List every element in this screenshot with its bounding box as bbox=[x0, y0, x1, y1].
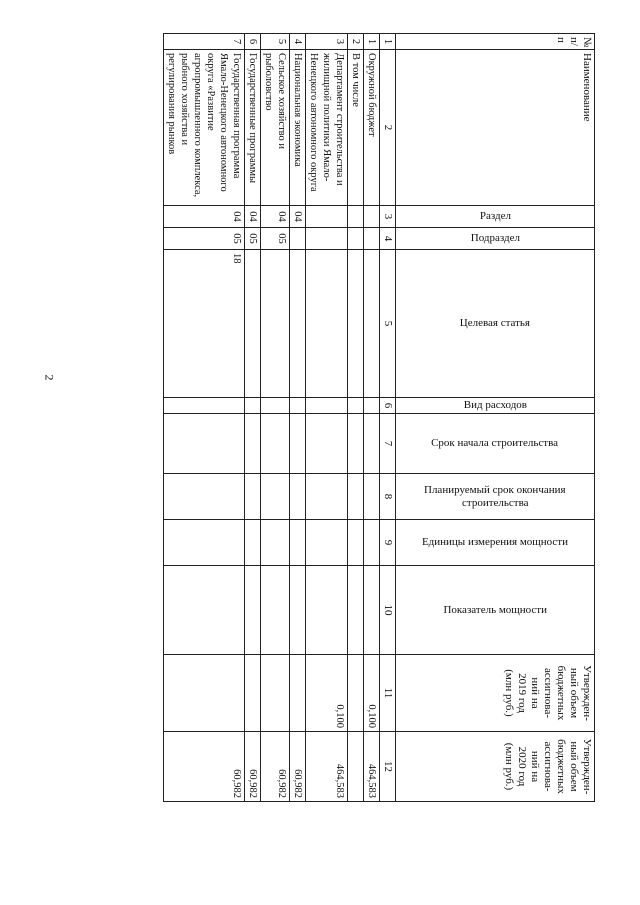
header-construction-start: Срок начала строительства bbox=[396, 414, 595, 474]
header-num: № п/п bbox=[396, 34, 595, 50]
header-subsection: Подраздел bbox=[396, 228, 595, 250]
column-number: 1 bbox=[380, 34, 396, 50]
row-expense-type bbox=[290, 398, 306, 414]
column-number: 7 bbox=[380, 414, 396, 474]
header-construction-end: Планируемый срок окончания строительства bbox=[396, 474, 595, 520]
row-volume-2019 bbox=[245, 655, 261, 732]
column-number: 9 bbox=[380, 520, 396, 566]
table-row bbox=[164, 34, 245, 802]
row-volume-2019 bbox=[348, 655, 364, 732]
row-subsection: 05 bbox=[245, 228, 261, 250]
row-subsection: 05 bbox=[164, 228, 245, 250]
row-start bbox=[245, 414, 261, 474]
row-section bbox=[348, 206, 364, 228]
header-volume-2020: Утвержден- ный объем бюджетных ассигнова- ний на 2020 год (млн руб.) bbox=[396, 732, 595, 802]
header-name: Наименование bbox=[396, 50, 595, 206]
row-num: 5 bbox=[261, 34, 290, 50]
row-end bbox=[306, 474, 348, 520]
row-section bbox=[364, 206, 380, 228]
row-num: 3 bbox=[306, 34, 348, 50]
row-unit bbox=[306, 520, 348, 566]
row-volume-2019: 0,100 bbox=[364, 655, 380, 732]
row-num: 6 bbox=[245, 34, 261, 50]
row-article bbox=[306, 250, 348, 398]
row-article: 18 bbox=[164, 250, 245, 398]
budget-table-wrapper bbox=[95, 33, 595, 798]
row-volume-2020: 60,982 bbox=[164, 732, 245, 802]
row-capacity bbox=[164, 566, 245, 655]
row-volume-2019 bbox=[261, 655, 290, 732]
row-end bbox=[290, 474, 306, 520]
row-article bbox=[290, 250, 306, 398]
row-section: 04 bbox=[245, 206, 261, 228]
row-unit bbox=[261, 520, 290, 566]
row-name: Государственная программа Ямало-Ненецкого автономного округа «Развитие агропромышленного комплекса, рыбного хозяйства и регулирования рынков bbox=[164, 50, 245, 206]
row-expense-type bbox=[164, 398, 245, 414]
row-end bbox=[245, 474, 261, 520]
row-section: 04 bbox=[261, 206, 290, 228]
column-number: 12 bbox=[380, 732, 396, 802]
header-capacity-unit: Единицы измерения мощности bbox=[396, 520, 595, 566]
row-num: 1 bbox=[364, 34, 380, 50]
row-unit bbox=[164, 520, 245, 566]
column-number: 3 bbox=[380, 206, 396, 228]
table-row bbox=[348, 34, 364, 802]
row-volume-2019 bbox=[290, 655, 306, 732]
row-subsection bbox=[348, 228, 364, 250]
row-end bbox=[164, 474, 245, 520]
column-number: 10 bbox=[380, 566, 396, 655]
row-num: 2 bbox=[348, 34, 364, 50]
row-article bbox=[245, 250, 261, 398]
row-volume-2020: 464,583 bbox=[306, 732, 348, 802]
row-end bbox=[261, 474, 290, 520]
row-name: В том числе bbox=[348, 50, 364, 206]
row-capacity bbox=[306, 566, 348, 655]
header-expense-type: Вид расходов bbox=[396, 398, 595, 414]
row-expense-type bbox=[364, 398, 380, 414]
row-capacity bbox=[290, 566, 306, 655]
row-end bbox=[348, 474, 364, 520]
row-article bbox=[348, 250, 364, 398]
table-row bbox=[245, 34, 261, 802]
row-name: Государственные программы bbox=[245, 50, 261, 206]
row-name: Департамент строительства и жилищной политики Ямало-Ненецкого автономного округа bbox=[306, 50, 348, 206]
row-article bbox=[364, 250, 380, 398]
row-name: Окружной бюджет bbox=[364, 50, 380, 206]
row-volume-2019: 0,100 bbox=[306, 655, 348, 732]
table-row bbox=[290, 34, 306, 802]
table-row bbox=[306, 34, 348, 802]
page-number: 2 bbox=[42, 374, 57, 381]
row-subsection bbox=[290, 228, 306, 250]
row-unit bbox=[364, 520, 380, 566]
row-volume-2020: 60,982 bbox=[290, 732, 306, 802]
row-unit bbox=[290, 520, 306, 566]
column-number: 2 bbox=[380, 50, 396, 206]
column-number: 5 bbox=[380, 250, 396, 398]
row-volume-2020: 60,982 bbox=[261, 732, 290, 802]
row-capacity bbox=[245, 566, 261, 655]
row-article bbox=[261, 250, 290, 398]
row-start bbox=[164, 414, 245, 474]
header-target-article: Целевая статья bbox=[396, 250, 595, 398]
column-number: 11 bbox=[380, 655, 396, 732]
header-volume-2019: Утвержден- ный объем бюджетных ассигнова- ний на 2019 год (млн руб.) bbox=[396, 655, 595, 732]
row-expense-type bbox=[306, 398, 348, 414]
row-start bbox=[290, 414, 306, 474]
row-capacity bbox=[364, 566, 380, 655]
row-capacity bbox=[261, 566, 290, 655]
row-section bbox=[306, 206, 348, 228]
row-subsection bbox=[364, 228, 380, 250]
row-start bbox=[261, 414, 290, 474]
header-row bbox=[396, 34, 595, 802]
column-number-row bbox=[380, 34, 396, 802]
table-row bbox=[261, 34, 290, 802]
header-capacity: Показатель мощности bbox=[396, 566, 595, 655]
row-name: Сельское хозяйство и рыболовство bbox=[261, 50, 290, 206]
row-volume-2020: 60,982 bbox=[245, 732, 261, 802]
row-volume-2020 bbox=[348, 732, 364, 802]
row-start bbox=[364, 414, 380, 474]
row-section: 04 bbox=[164, 206, 245, 228]
column-number: 6 bbox=[380, 398, 396, 414]
row-num: 7 bbox=[164, 34, 245, 50]
row-unit bbox=[245, 520, 261, 566]
row-unit bbox=[348, 520, 364, 566]
row-name: Национальная экономика bbox=[290, 50, 306, 206]
row-subsection: 05 bbox=[261, 228, 290, 250]
budget-table bbox=[163, 33, 595, 802]
row-subsection bbox=[306, 228, 348, 250]
row-expense-type bbox=[348, 398, 364, 414]
row-num: 4 bbox=[290, 34, 306, 50]
row-start bbox=[306, 414, 348, 474]
row-end bbox=[364, 474, 380, 520]
row-start bbox=[348, 414, 364, 474]
header-section: Раздел bbox=[396, 206, 595, 228]
row-section: 04 bbox=[290, 206, 306, 228]
column-number: 8 bbox=[380, 474, 396, 520]
row-expense-type bbox=[245, 398, 261, 414]
table-row bbox=[364, 34, 380, 802]
row-expense-type bbox=[261, 398, 290, 414]
row-volume-2019 bbox=[164, 655, 245, 732]
column-number: 4 bbox=[380, 228, 396, 250]
row-capacity bbox=[348, 566, 364, 655]
row-volume-2020: 464,583 bbox=[364, 732, 380, 802]
